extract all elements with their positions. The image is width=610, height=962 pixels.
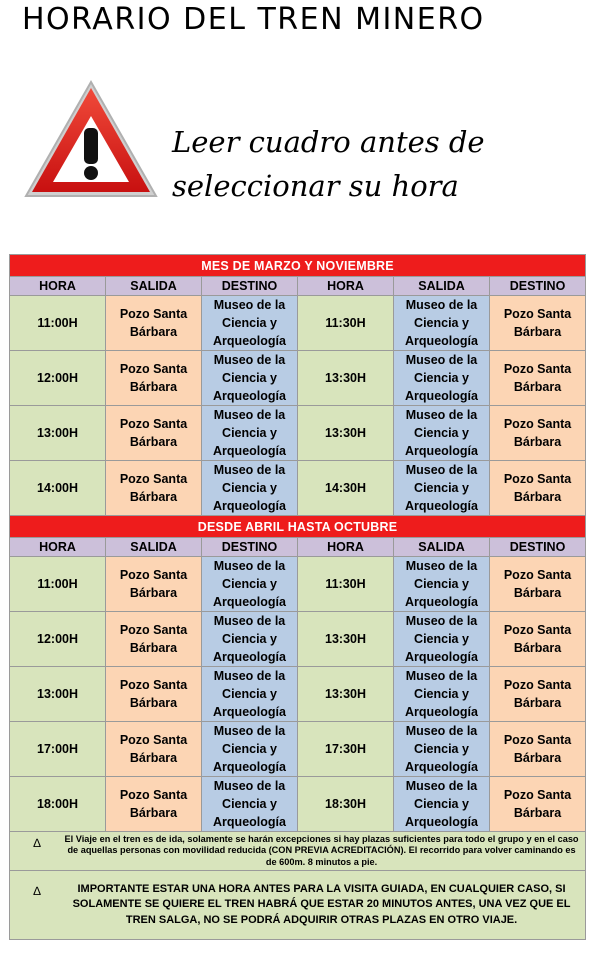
departure-time: 11:00H <box>10 296 106 351</box>
table-row <box>10 612 586 667</box>
destination-station: Museo de la Ciencia y Arqueología <box>202 351 298 406</box>
return-time: 17:30H <box>298 722 394 777</box>
return-time: 14:30H <box>298 461 394 516</box>
return-departure-station: Museo de la Ciencia y Arqueología <box>394 406 490 461</box>
warning-line-2: seleccionar su hora <box>172 169 459 203</box>
return-time: 13:30H <box>298 406 394 461</box>
table-row <box>10 461 586 516</box>
column-header-destino: DESTINO <box>202 277 298 296</box>
column-header-hora: HORA <box>298 538 394 557</box>
destination-station: Museo de la Ciencia y Arqueología <box>202 296 298 351</box>
return-time: 13:30H <box>298 612 394 667</box>
departure-station: Pozo Santa Bárbara <box>106 722 202 777</box>
departure-station: Pozo Santa Bárbara <box>106 461 202 516</box>
departure-time: 11:00H <box>10 557 106 612</box>
destination-station: Museo de la Ciencia y Arqueología <box>202 557 298 612</box>
return-departure-station: Museo de la Ciencia y Arqueología <box>394 296 490 351</box>
warning-line-1: Leer cuadro antes de <box>172 125 485 159</box>
departure-time: 12:00H <box>10 612 106 667</box>
section-title-march-november: MES DE MARZO Y NOVIEMBRE <box>10 255 586 277</box>
return-departure-station: Museo de la Ciencia y Arqueología <box>394 612 490 667</box>
delta-bullet-icon: ∆ <box>33 835 41 850</box>
return-departure-station: Museo de la Ciencia y Arqueología <box>394 667 490 722</box>
column-header-salida: SALIDA <box>394 277 490 296</box>
departure-station: Pozo Santa Bárbara <box>106 667 202 722</box>
return-departure-station: Museo de la Ciencia y Arqueología <box>394 722 490 777</box>
table-row <box>10 351 586 406</box>
departure-station: Pozo Santa Bárbara <box>106 557 202 612</box>
departure-station: Pozo Santa Bárbara <box>106 777 202 832</box>
return-destination-station: Pozo Santa Bárbara <box>490 296 586 351</box>
return-destination-station: Pozo Santa Bárbara <box>490 777 586 832</box>
destination-station: Museo de la Ciencia y Arqueología <box>202 461 298 516</box>
departure-time: 18:00H <box>10 777 106 832</box>
return-departure-station: Museo de la Ciencia y Arqueología <box>394 777 490 832</box>
column-header-hora: HORA <box>298 277 394 296</box>
column-header-hora: HORA <box>10 277 106 296</box>
return-destination-station: Pozo Santa Bárbara <box>490 722 586 777</box>
return-time: 18:30H <box>298 777 394 832</box>
column-header-salida: SALIDA <box>106 538 202 557</box>
table-row <box>10 557 586 612</box>
warning-message <box>172 120 592 208</box>
return-destination-station: Pozo Santa Bárbara <box>490 612 586 667</box>
departure-station: Pozo Santa Bárbara <box>106 612 202 667</box>
note-text: El Viaje en el tren es de ida, solamente se harán excepciones si hay plazas suficientes para todo el grupo y en el caso de aquellas personas con movilidad reducida (CON PREVIA ACREDITACIÓN). El recorrido para volver caminando es de 600m. 8 minutos a pie. <box>64 833 579 867</box>
return-destination-station: Pozo Santa Bárbara <box>490 406 586 461</box>
note-important <box>10 871 586 940</box>
delta-bullet-icon: ∆ <box>33 883 41 898</box>
column-header-destino: DESTINO <box>202 538 298 557</box>
departure-time: 14:00H <box>10 461 106 516</box>
return-time: 13:30H <box>298 351 394 406</box>
column-header-destino: DESTINO <box>490 277 586 296</box>
note-text: IMPORTANTE ESTAR UNA HORA ANTES PARA LA VISITA GUIADA, EN CUALQUIER CASO, SI SOLAMENTE SE QUIERE EL TREN HABRÁ QUE ESTAR 20 MINUTOS ANTES, UNA VEZ QUE EL TREN SALGA, NO SE PODRÁ ADQUIRIR OTRAS PLAZAS EN OTRO VIAJE. <box>72 882 571 926</box>
return-departure-station: Museo de la Ciencia y Arqueología <box>394 351 490 406</box>
return-time: 11:30H <box>298 557 394 612</box>
table-row <box>10 667 586 722</box>
schedule-table <box>9 254 586 940</box>
table-row <box>10 296 586 351</box>
return-departure-station: Museo de la Ciencia y Arqueología <box>394 461 490 516</box>
note-travel-info <box>10 832 586 871</box>
destination-station: Museo de la Ciencia y Arqueología <box>202 667 298 722</box>
table-row <box>10 722 586 777</box>
section-title-april-october: DESDE ABRIL HASTA OCTUBRE <box>10 516 586 538</box>
page-title: HORARIO DEL TREN MINERO <box>22 2 485 37</box>
destination-station: Museo de la Ciencia y Arqueología <box>202 722 298 777</box>
departure-time: 12:00H <box>10 351 106 406</box>
column-header-hora: HORA <box>10 538 106 557</box>
destination-station: Museo de la Ciencia y Arqueología <box>202 777 298 832</box>
return-destination-station: Pozo Santa Bárbara <box>490 351 586 406</box>
return-destination-station: Pozo Santa Bárbara <box>490 667 586 722</box>
column-header-salida: SALIDA <box>394 538 490 557</box>
departure-time: 17:00H <box>10 722 106 777</box>
departure-station: Pozo Santa Bárbara <box>106 296 202 351</box>
column-header-destino: DESTINO <box>490 538 586 557</box>
return-time: 11:30H <box>298 296 394 351</box>
return-time: 13:30H <box>298 667 394 722</box>
warning-triangle-icon <box>22 78 160 202</box>
departure-time: 13:00H <box>10 406 106 461</box>
destination-station: Museo de la Ciencia y Arqueología <box>202 612 298 667</box>
departure-station: Pozo Santa Bárbara <box>106 351 202 406</box>
table-row <box>10 406 586 461</box>
table-row <box>10 777 586 832</box>
departure-station: Pozo Santa Bárbara <box>106 406 202 461</box>
column-header-salida: SALIDA <box>106 277 202 296</box>
return-destination-station: Pozo Santa Bárbara <box>490 461 586 516</box>
return-destination-station: Pozo Santa Bárbara <box>490 557 586 612</box>
return-departure-station: Museo de la Ciencia y Arqueología <box>394 557 490 612</box>
departure-time: 13:00H <box>10 667 106 722</box>
destination-station: Museo de la Ciencia y Arqueología <box>202 406 298 461</box>
